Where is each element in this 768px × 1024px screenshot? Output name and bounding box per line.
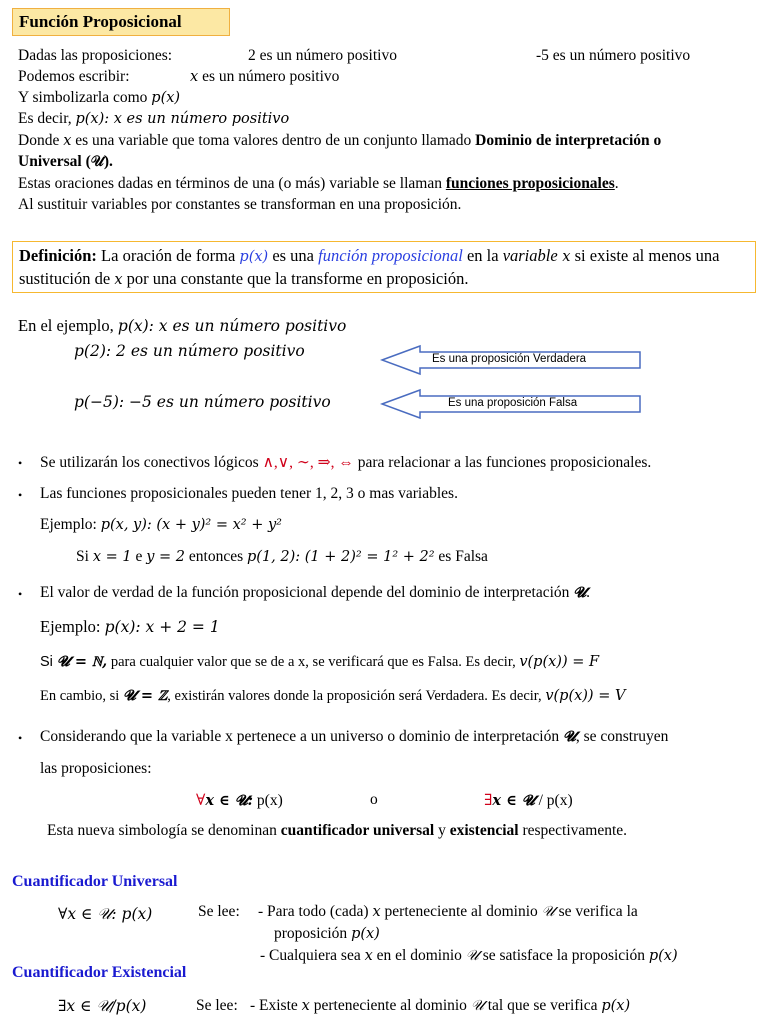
text: tal que se verifica — [483, 997, 602, 1014]
prop-1: 2 es un número positivo — [248, 47, 397, 64]
exists-symbol: ∃ — [484, 792, 493, 809]
italic-term: variable — [502, 246, 558, 265]
text: Es decir, — [18, 110, 76, 127]
heading-existential: Cuantificador Existencial — [12, 964, 187, 981]
math-px: p(x) — [351, 926, 380, 942]
universal-read-l1 — [258, 903, 638, 921]
bullet-1 — [40, 453, 651, 472]
math: y = 2 — [146, 549, 186, 565]
intro-line-4 — [18, 110, 289, 128]
example-line-0 — [18, 316, 346, 336]
math: x ∈ 𝓤: — [205, 792, 254, 809]
example-p-5: p(−5): −5 es un número positivo — [74, 393, 331, 411]
text: en el dominio — [372, 947, 466, 964]
bullet-3-example — [40, 617, 220, 637]
math-u: 𝒰 — [470, 998, 484, 1014]
text: Y simbolizarla como — [18, 89, 152, 106]
bullet-2-example — [40, 516, 282, 534]
math-u: 𝒰 — [465, 948, 479, 964]
heading-universal: Cuantificador Universal — [12, 873, 178, 890]
math-x: x — [557, 249, 571, 265]
math-u: 𝒰 — [90, 153, 104, 170]
intro-line-2b — [190, 68, 339, 86]
math-px: p(x) — [648, 948, 678, 964]
quantifier-or: o — [370, 791, 378, 808]
text: es una — [268, 246, 319, 265]
math-formula: p(x, y): (x + y)² = x² + y² — [100, 517, 282, 533]
existential-read-l1 — [250, 997, 630, 1015]
intro-line-8: Al sustituir variables por constantes se transforman en una proposición. — [18, 196, 462, 213]
text: es Falsa — [434, 548, 488, 565]
math-x: x — [190, 69, 199, 85]
definition-box — [12, 241, 756, 293]
text: En el ejemplo, — [18, 316, 118, 335]
math-formula: v(p(x)) = V — [545, 688, 626, 704]
math-u: 𝒰 — [541, 904, 555, 920]
logic-operators: ∧,∨, ∼, ⇒, ⇔ — [262, 454, 354, 471]
text: perteneciente al dominio — [309, 997, 471, 1014]
bullet-dot: • — [18, 488, 23, 502]
page-title: Función Proposicional — [12, 8, 230, 36]
text: es una variable que toma valores dentro de un conjunto llamado — [71, 132, 476, 149]
math: 𝓤 = ℕ, — [56, 653, 108, 670]
existential-se-lee: Se lee: — [196, 997, 238, 1014]
text: - Existe — [250, 997, 302, 1014]
text: / p(x) — [534, 792, 573, 809]
intro-line-6 — [18, 153, 113, 171]
text: entonces — [185, 548, 248, 565]
bold-text: existencial — [449, 822, 519, 839]
text: , se construyen — [575, 728, 669, 745]
math-formula: p(x): x + 2 = 1 — [104, 618, 220, 636]
text: La oración de forma — [96, 246, 240, 265]
text: Podemos escribir: — [18, 68, 130, 85]
text: - Para todo (cada) — [258, 903, 373, 920]
bullet-dot: • — [18, 456, 23, 470]
quantifier-existential-formula — [484, 791, 573, 810]
math-px: p(x) — [239, 249, 269, 265]
math: x ∈ 𝓤 — [492, 792, 535, 809]
text: es un número positivo — [198, 68, 340, 85]
text: y — [434, 822, 450, 839]
math-formula: v(p(x)) = F — [519, 654, 600, 670]
math-x: x — [63, 133, 72, 149]
intro-line-1 — [18, 47, 172, 65]
underlined-term: funciones proposicionales — [445, 175, 615, 192]
text: Si — [76, 548, 93, 565]
universal-formula: ∀x ∈ 𝒰: p(x) — [58, 905, 153, 923]
text: para relacionar a las funciones proposicionales. — [353, 454, 652, 471]
text: - Cualquiera sea — [260, 947, 365, 964]
math: 𝓤 = ℤ — [122, 687, 168, 704]
text: si existe al menos una sustitución de — [19, 246, 720, 288]
arrow-label-false: Es una proposición Falsa — [448, 397, 578, 409]
bullet-2-si — [76, 548, 488, 566]
text: Ejemplo: — [40, 516, 101, 533]
text: perteneciente al dominio — [380, 903, 542, 920]
math-u: 𝓤 — [562, 728, 576, 745]
bold-text: Dominio de interpretación o — [475, 132, 662, 149]
intro-line-3 — [18, 89, 180, 107]
text: Se utilizarán los conectivos lógicos — [40, 454, 263, 471]
math-formula: p(1, 2): (1 + 2)² = 1² + 2² — [247, 549, 435, 565]
math-x: x — [114, 272, 123, 288]
quantifier-universal-formula — [196, 791, 283, 810]
text: se verifica la — [554, 903, 638, 920]
definition-label: Definición: — [19, 246, 97, 265]
nueva-simbologia — [47, 822, 627, 840]
bullet-2: Las funciones proposicionales pueden tener 1, 2, 3 o mas variables. — [40, 485, 458, 502]
math-px-def: p(x): x es un número positivo — [117, 317, 347, 335]
bullet-3-si — [40, 653, 599, 671]
text: El valor de verdad de la función proposicional depende del dominio de interpretación — [40, 584, 574, 601]
intro-line-2 — [18, 68, 130, 86]
text: Considerando que la variable x pertenece a un universo o dominio de interpretación — [40, 728, 563, 745]
math-px-def: p(x): x es un número positivo — [75, 111, 290, 127]
text: En cambio, si — [40, 688, 123, 704]
text: Donde — [18, 132, 64, 149]
math: x = 1 — [92, 549, 132, 565]
bullet-3-encambio — [40, 687, 625, 705]
text: Si — [40, 654, 57, 670]
bullet-dot: • — [18, 587, 23, 601]
math-px: p(x) — [151, 90, 181, 106]
example-p2: p(2): 2 es un número positivo — [74, 342, 305, 360]
universal-read-l3 — [260, 947, 678, 965]
math-px: p(x) — [601, 998, 631, 1014]
text: . — [586, 584, 591, 601]
intro-line-7 — [18, 175, 619, 193]
text: para cualquier valor que se de a x, se verificará que es Falsa. Es decir, — [107, 654, 520, 670]
forall-symbol: ∀ — [196, 792, 206, 809]
italic-term: función proposicional — [318, 246, 463, 265]
universal-se-lee: Se lee: — [198, 903, 240, 920]
math-u: 𝓤 — [573, 584, 587, 601]
text: , existirán valores donde la proposición será Verdadera. Es decir, — [167, 688, 546, 704]
text: . — [614, 175, 619, 192]
text: e — [131, 548, 147, 565]
bullet-4 — [40, 728, 668, 746]
bold-text: cuantificador universal — [280, 822, 435, 839]
text: proposición — [274, 925, 352, 942]
bullet-dot: • — [18, 731, 23, 745]
bullet-4-line-2: las proposiciones: — [40, 760, 152, 777]
universal-read-l2 — [274, 925, 380, 943]
math-x: x — [372, 904, 381, 920]
arrow-label-true: Es una proposición Verdadera — [432, 353, 587, 365]
prop-2: -5 es un número positivo — [536, 47, 691, 64]
bold-text: ). — [103, 153, 113, 170]
text: respectivamente. — [518, 822, 628, 839]
math-x: x — [301, 998, 310, 1014]
text: en la — [462, 246, 503, 265]
intro-line-5 — [18, 132, 661, 150]
bullet-3 — [40, 584, 590, 602]
text: por una constante que la transforme en proposición. — [122, 269, 469, 288]
bold-text: Universal ( — [18, 153, 91, 170]
text: se satisface la proposición — [478, 947, 649, 964]
intro-l1-label: Dadas las proposiciones: — [18, 47, 173, 64]
text: Esta nueva simbología se denominan — [47, 822, 281, 839]
text: p(x) — [253, 792, 283, 809]
math-x: x — [364, 948, 373, 964]
existential-formula: ∃x ∈ 𝒰/p(x) — [58, 997, 147, 1015]
text: Ejemplo: — [40, 617, 105, 636]
text: Estas oraciones dadas en términos de una (o más) variable se llaman — [18, 175, 446, 192]
